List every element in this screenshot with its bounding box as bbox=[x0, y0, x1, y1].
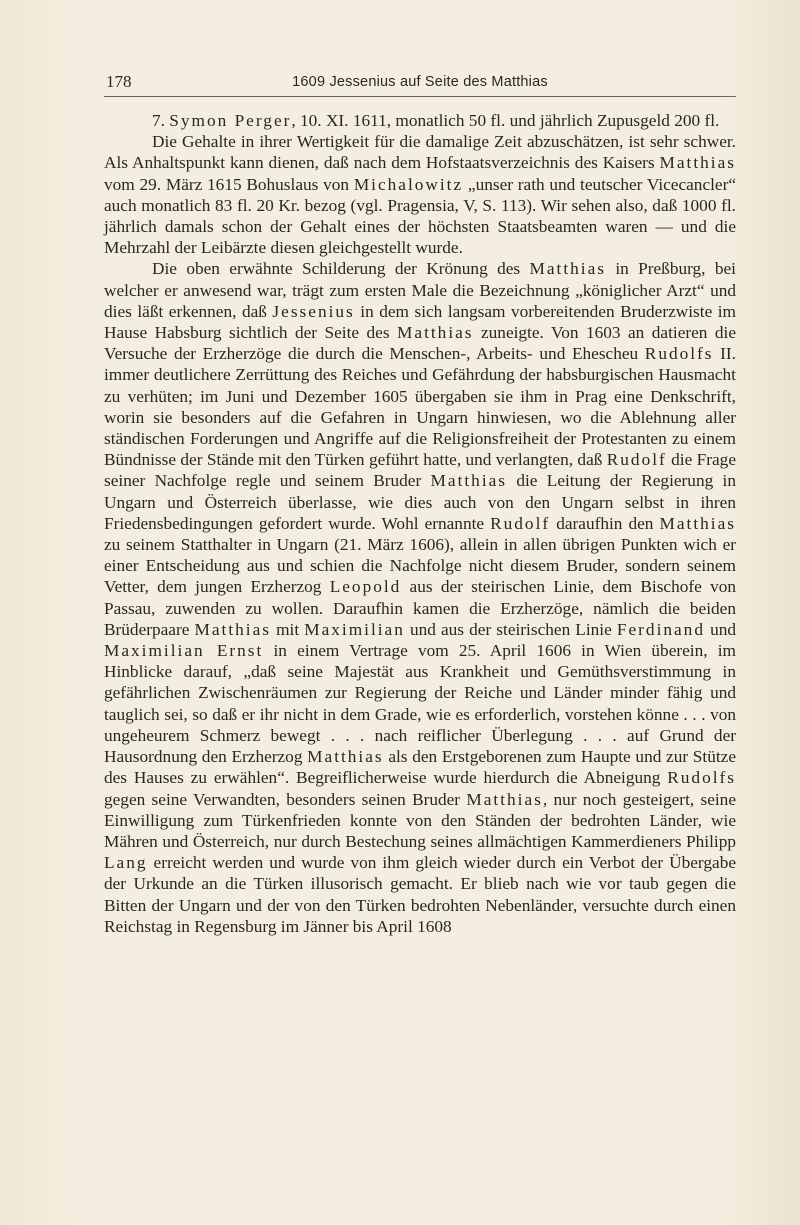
text-run: und aus der steirischen Linie bbox=[404, 619, 617, 639]
spaced-name: Matthias bbox=[397, 323, 474, 343]
paragraph bbox=[104, 131, 736, 258]
spaced-name: Matthias bbox=[430, 471, 508, 491]
spaced-name: Maximilian bbox=[304, 619, 405, 639]
spaced-name: Leopold bbox=[329, 577, 402, 597]
paragraph bbox=[104, 258, 736, 937]
spaced-name: Jessenius bbox=[272, 301, 355, 321]
text-run: und bbox=[704, 619, 736, 639]
text-run: II. immer deutlichere Zerrüttung des Reiches und Gefährdung der habsburgischen Hausmacht zu verhüten; im Juni und Dezember 1605 übergaben sie ihm in Prag eine Denkschrift, worin sie besonders auf die Gefahren in Ungarn hinwiesen, wo die Ablehnung aller ständischen Forderungen und Angriffe auf die Religionsfreiheit der Protestanten zu einem Bündnisse der Stände mit den Türken geführt hatte, und verlangten, daß bbox=[104, 344, 736, 470]
text-run: in dem sich langsam vorbereitenden Bruderzwiste im Hause Habsburg sichtlich der Seite des bbox=[104, 301, 736, 343]
text-run: aus der steirischen Linie, dem Bischofe von Passau, zuwenden zu wollen. Daraufhin kamen die Erzherzöge, nämlich die beiden Brüderpaare bbox=[104, 577, 736, 639]
text-run: , nur noch gesteigert, seine Einwilligung zum Türkenfrieden konnte von den Ständen der bedrohten Länder, wie Mähren und Österreich, nur durch Bestechung seines allmächtigen Kammerdieners Philipp bbox=[104, 789, 736, 851]
text-run: die Frage seiner Nachfolge regle und seinem Bruder bbox=[104, 450, 736, 491]
spaced-name: Matthias bbox=[529, 259, 606, 279]
spaced-name: Michalowitz bbox=[353, 174, 464, 194]
text-run: in einem Vertrage vom 25. April 1606 in Wien überein, im Hinblicke darauf, „daß seine Majestät aus Krankheit und Gemüthsverstimmung in gefährlichen Zwischenräumen zur Regierung der Reiche und Länder minder fähig und tauglich sei, so daß er ihr nicht in dem Grade, wie es erforderlich, vorstehen könne . . . von ungeheurem Schmerz bewegt . . . nach reiflicher Überlegung . . . auf Grund der Hausordnung den Erzherzog bbox=[104, 641, 736, 767]
spaced-name: Matthias bbox=[659, 153, 736, 173]
text-run: Die Gehalte in ihrer Wertigkeit für die damalige Zeit abzuschätzen, ist sehr schwer. Als Anhaltspunkt kann dienen, daß nach dem Hofstaatsverzeichnis des Kaisers bbox=[104, 132, 736, 173]
running-title: 1609 Jessenius auf Seite des Matthias bbox=[292, 74, 548, 90]
text-run: vom 29. März 1615 Bohuslaus von bbox=[104, 174, 354, 194]
text-run: zu seinem Statthalter in Ungarn (21. März 1606), allein in allen übrigen Punkten wich er einer Entscheidung aus und schien die Nachfolge nicht diesem Bruder, sondern seinem Vetter, dem jungen Erzherzog bbox=[104, 535, 736, 597]
text-run: die Leitung der Regierung in Ungarn und Österreich überlasse, wie dies auch von den Ungarn selbst in ihren Friedensbedingungen gefordert wurde. Wohl ernannte bbox=[104, 471, 736, 533]
spaced-name: Rudolf bbox=[490, 513, 551, 533]
spaced-name: Ferdinand bbox=[616, 619, 705, 639]
spaced-name: Rudolfs bbox=[667, 768, 736, 788]
text-run: „unser rath und teutscher Vicecancler“ auch monatlich 83 fl. 20 Kr. bezog (vgl. Pragensia, V, S. 113). Wir sehen also, daß 1000 fl. jährlich damals schon der Gehalt eines der höchsten Staatsbeamten waren — und die Mehrzahl der Leibärzte diesen gleichgestellt wurde. bbox=[104, 174, 737, 258]
text-run: zuneigte. Von 1603 an datieren die Versuche der Erzherzöge die durch die Menschen-, Arbeits- und Ehescheu bbox=[104, 323, 736, 364]
spaced-name: Matthias bbox=[307, 747, 384, 767]
body-text bbox=[104, 110, 736, 937]
text-run: gegen seine Verwandten, besonders seinen Bruder bbox=[104, 789, 467, 809]
text-run: erreicht werden und wurde von ihm gleich wieder durch ein Verbot der Übergabe der Urkunde an die Türken illusorisch gemacht. Er blieb nach wie vor taub gegen die Bitten der Ungarn und der von den Türken bedrohten Nebenländer, versuchte durch einen Reichstag in Regensburg im Jänner bis April 1608 bbox=[104, 853, 736, 936]
spaced-name: Matthias bbox=[466, 789, 543, 809]
text-run: daraufhin den bbox=[550, 513, 660, 533]
spaced-name: Rudolfs bbox=[644, 344, 714, 364]
spaced-name: Lang bbox=[104, 853, 148, 873]
spaced-name: Matthias bbox=[194, 619, 271, 639]
text-run: in Preßburg, bei welcher er anwesend war, trägt zum ersten Male die Bezeichnung „königlicher Arzt“ und dies läßt erkennen, daß bbox=[104, 259, 736, 321]
spaced-name: Symon Perger bbox=[169, 111, 292, 130]
text-run: Die oben erwähnte Schilderung der Krönung des bbox=[152, 259, 530, 279]
text-run: als den Erstgeborenen zum Haupte und zur Stütze des Hauses zu erwählen“. Begreiflicherweise wurde hierdurch die Abneigung bbox=[104, 747, 736, 788]
text-run: 7. bbox=[152, 111, 170, 130]
text-run: mit bbox=[270, 619, 305, 639]
text-run: , 10. XI. 1611, monatlich 50 fl. und jährlich Zupusgeld 200 fl. bbox=[291, 111, 720, 130]
page-header bbox=[104, 70, 736, 97]
spaced-name: Rudolf bbox=[606, 450, 667, 470]
spaced-name: Maximilian Ernst bbox=[104, 641, 264, 661]
spaced-name: Matthias bbox=[659, 513, 736, 533]
paragraph bbox=[104, 110, 736, 131]
page-number: 178 bbox=[106, 72, 132, 91]
